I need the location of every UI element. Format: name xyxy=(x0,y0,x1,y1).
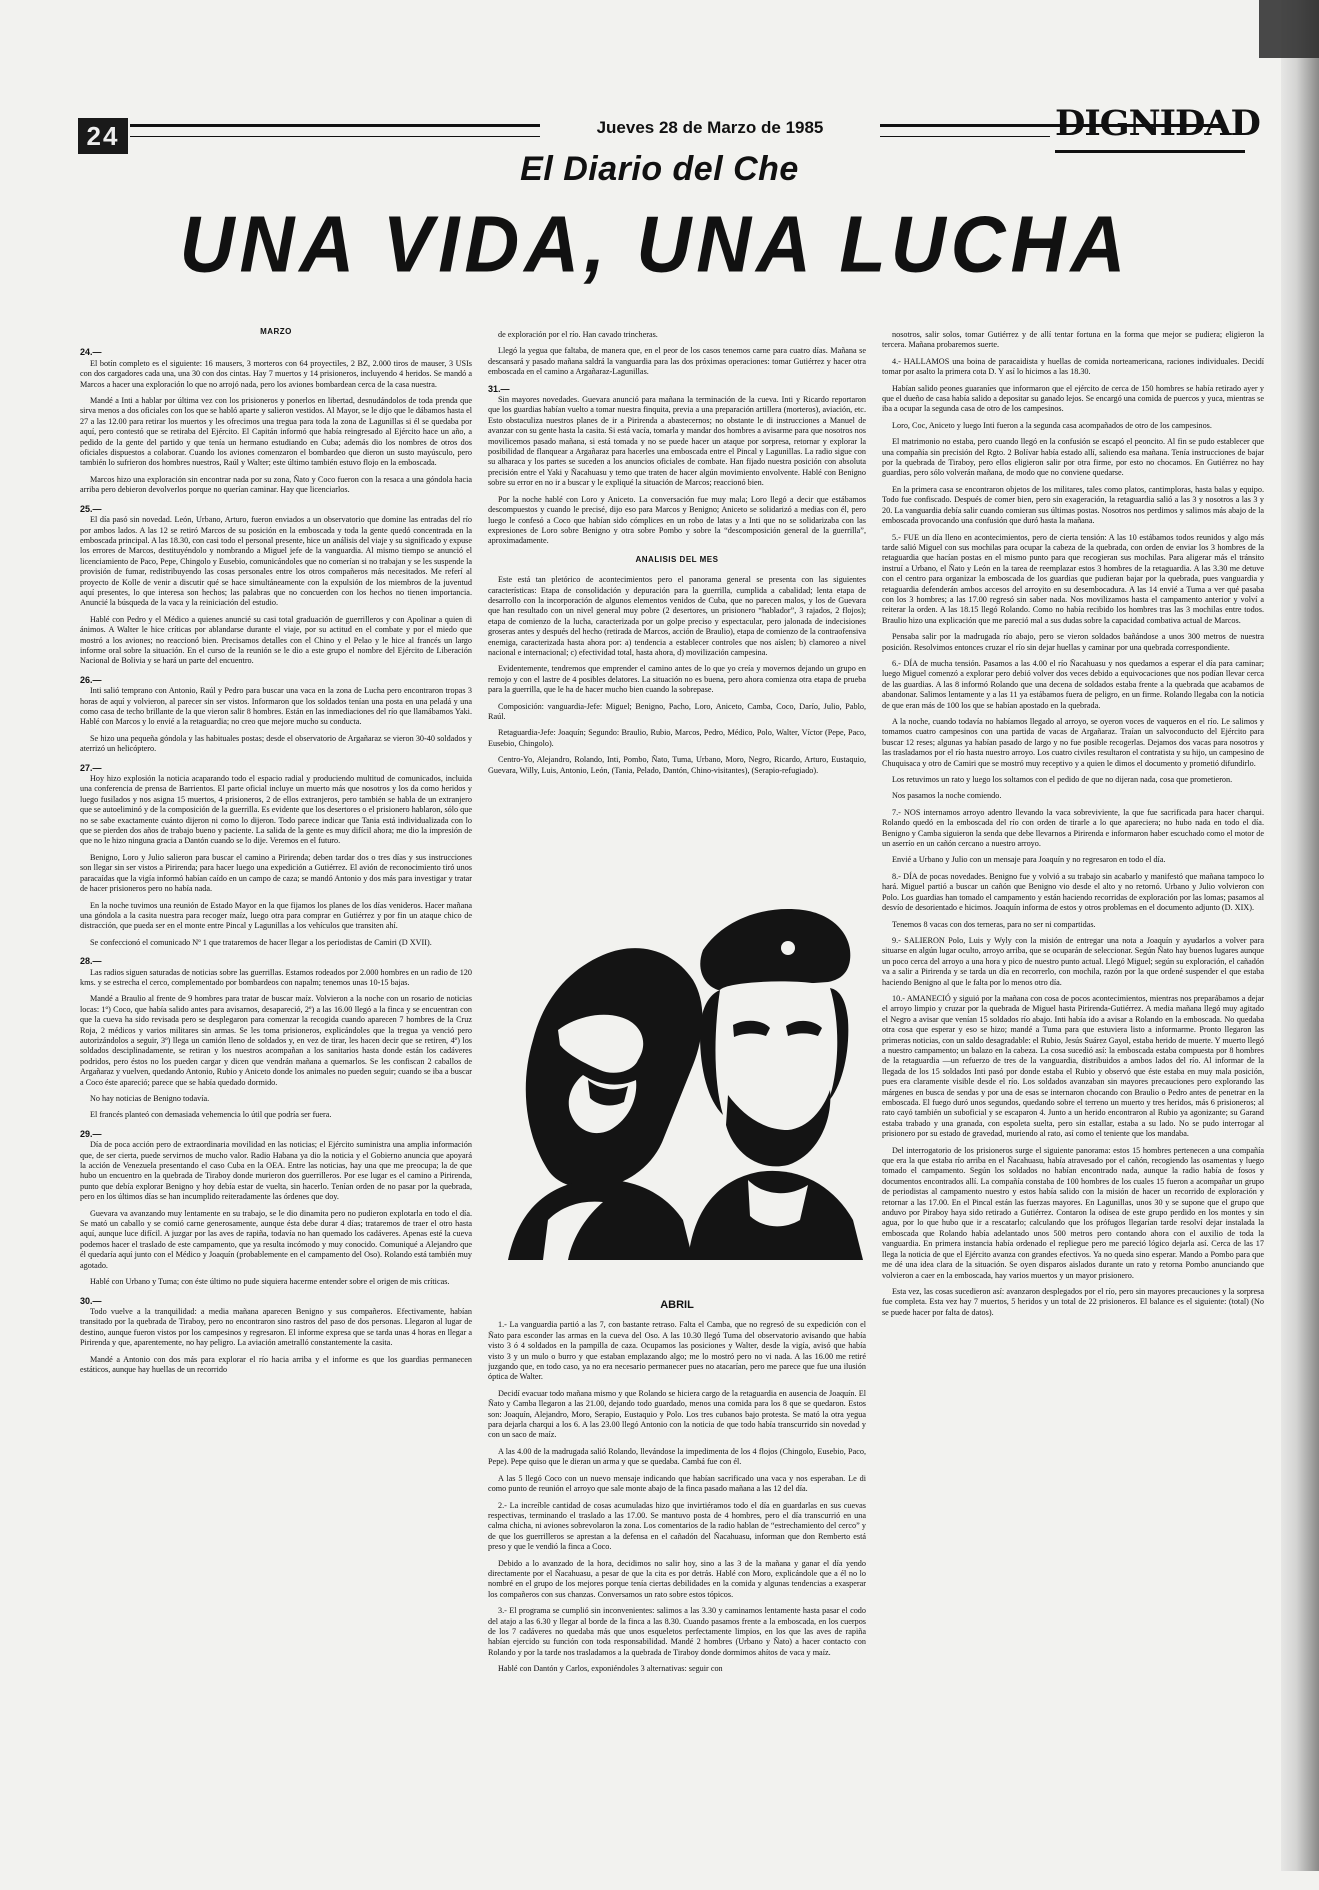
paragraph: 3.- El programa se cumplió sin inconvenientes: salimos a las 3.30 y caminamos lentamente hasta pasar el codo del atajo a las 6.30 y llegar al borde de la finca a las 8.30. Cuando pasamos frente a la emboscada, en los cuerpos de los 7 cadáveres no quedaba más que unos esqueletos perfectamente limpios, en los que las aves de rapiña habían ejercido su función con toda responsabilidad. Mandé 2 hombres (Urbano y Ñato) a hacer contacto con Rolando y por la tarde nos trasladamos a la quebrada de Tiraboy donde dormimos ahítos de vaca y maíz. xyxy=(488,1606,866,1657)
diary-entry xyxy=(80,504,472,667)
paragraph: nosotros, salir solos, tomar Gutiérrez y de allí tentar fortuna en la forma que mejor se pudiera; eligieron la tercera. Mañana probaremos suerte. xyxy=(882,330,1264,350)
paragraph: Benigno, Loro y Julio salieron para buscar el camino a Pirirenda; deben tardar dos o tres días y sus instrucciones son llegar sin ser vistos a Pirirenda; para hacer luego una expedición a Gutiérrez. El avión de reconocimiento tiró unos paracaídas que la vigía informó habían caído en un campo de caza; se mandó Antonio y dos más para investigar y tratar de hacer prisioneros pero no había nada. xyxy=(80,852,472,894)
paragraph: 7.- NOS internamos arroyo adentro llevando la vaca sobreviviente, la que fue sacrificada para hacer charqui. Rolando quedó en la emboscada del río con orden de tirarle a lo que apareciera; no hubo nada en todo el día. Benigno y Camba siguieron la senda que debe llevarnos a Pirirenda e informaron haber escuchado como el motor de un aserrío en un cañón cercano a nuestro arroyo. xyxy=(882,807,1264,849)
left-portrait xyxy=(508,948,702,1260)
paragraph: Pensaba salir por la madrugada río abajo, pero se vieron soldados bañándose a unos 300 metros de nuestra posición. Resolvimos entonces cruzar el río sin dejar huellas y caminar por una quebrada correspondiente. xyxy=(882,632,1264,652)
paragraph: 4.- HALLAMOS una boina de paracaidista y huellas de comida norteamericana, raciones individuales. Decidí tomar por asalto la primera cota D. Y así lo hicimos a las 18.30. xyxy=(882,356,1264,377)
paragraph: Este está tan pletórico de acontecimientos pero el panorama general se presenta con las siguientes características: Etapa de consolidación y depuración para la guerrilla, cumplida a cabalidad; lenta etapa de desarrollo con la incorporación de algunos elementos venidos de Cuba, que no parecen malos, y los de Guevara que han resultado con un nivel general muy pobre (2 desertores, un prisionero “hablador”, 3 rajados, 2 flojos); etapa de comienzo de la lucha, caracterizada por un golpe preciso y espectacular, pero jalonada de indecisiones groseras antes y después del hecho (retirada de Marcos, acción de Braulio), etapa de comienzo de la contraofensiva enemiga, caracterizada hasta ahora por: a) tendencia a establecer controles que nos aíslen; b) clamoreo a nivel nacional e internacional; c) efectividad total, hasta ahora, d) movilización campesina. xyxy=(488,575,866,657)
paragraph: Debido a lo avanzado de la hora, decidimos no salir hoy, sino a las 3 de la mañana y ganar el día yendo directamente por el Ñacahuasu, a pesar de que la cita es por detrás. Hablé con Moro, explicándole que a él no lo nombré en el grupo de los mejores porque tenía ciertas debilidades en la comida y algunas tendencias a exasperar los compañeros con sus chanzas. Conversamos un rato sobre estos tópicos. xyxy=(488,1558,866,1599)
paragraph: Decidí evacuar todo mañana mismo y que Rolando se hiciera cargo de la retaguardia en ausencia de Joaquín. El Ñato y Camba llegaron a las 21.00, dejando todo guardado, menos una comida para los 8 que se quedaron. Estos son: Joaquín, Alejandro, Moro, Serapio, Eustaquio y Polo. Los tres cubanos bajo protesta. Se mató la otra yegua para dejarla charqui a los 6. A las 23.00 llegó Antonio con la noticia de que todo había transcurrido sin novedad y con un saco de maíz. xyxy=(488,1388,866,1440)
paragraph: A la noche, cuando todavía no habíamos llegado al arroyo, se oyeron voces de vaqueros en el río. Le salimos y tomamos cuatro campesinos con una partida de vacas de Argañaraz. Traían un salvoconducto del Ejército para buscar 12 reses; algunas ya habían pasado de largo y no fue posible recogerlas. Dejamos dos vacas para nosotros y las trasladamos por el río hasta nuestro arroyo. Los cuatro civiles resultaron el contratista y su hijo, un campesino de Chuquisaca y otro de Camiri que se mostró muy receptivo y a quien le dimos el documento y prometió difundirlo. xyxy=(882,717,1264,768)
paragraph: 2.- La increíble cantidad de cosas acumuladas hizo que invirtiéramos todo el día en guardarlas en sus cuevas respectivas, terminando el traslado a las 17.00. Se mantuvo posta de 4 hombres, pero el día transcurrió en una calma chicha, ni aviones sobrevolaron la zona. Los comentarios de la radio hablan de “estrechamiento del cerco” y de que los guerrilleros se aprestan a la defensa en el cañadón del Ñacahuasu, informan que don Remberto está preso y que le vendió la finca a Coco. xyxy=(488,1500,866,1552)
diary-entry xyxy=(80,1129,472,1288)
scan-edge-shadow xyxy=(1281,0,1319,1871)
column-abril xyxy=(488,1300,866,1845)
paragraph: Del interrogatorio de los prisioneros surge el siguiente panorama: estos 15 hombres pertenecen a una compañía que era la que estaba río arriba en el Ñacahuasu, había atravesado por el cañón, recogiendo las osamentas y luego tomado el campamento. Según los soldados no habían encontrado nada, aunque la radio había de fosos y documentos encontrados allí. La compañía constaba de 100 hombres de los cuales 15 fueron a acompañar un grupo de periodistas al campamento nuestro y estos había salido con la misión de hacer un recorrido de exploración y retornar a las 17.00. En el Pincal están las fuerzas mayores. En Lagunillas, unos 30 y se supone que el grupo que anduvo por Piraboy haya sido retirado a Gutiérrez. Contaron la odisea de este grupo perdido en los montes y sin agua, por lo que hubo que ir a rescatarlo; calculando que los prófugos llegarían tarde resolví dejar instalada la emboscada que Rolando había adelantado unos 500 metros pero contando ahora con el auxilio de toda la vanguardia. En primera instancia había ordenado el repliegue pero me pareció lógico dejarla así. Cerca de las 17 llega la noticia de que el Ejército avanza con grandes efectivos. Ya no queda sino esperar. Mando a Pombo para que me dé una idea clara de la situación. Se oyen disparos aislados durante un rato y retorna Pombo anunciando que volvieron a caer en la emboscada, hay varios muertos y un mayor prisionero. xyxy=(882,1145,1264,1280)
column-right xyxy=(882,330,1264,1890)
paragraph: Centro-Yo, Alejandro, Rolando, Inti, Pombo, Ñato, Tuma, Urbano, Moro, Negro, Ricardo, Arturo, Eustaquio, Guevara, Willy, Luis, Antonio, León, (Tania, Pelado, Dantón, Chino-visitantes), (Serapio-refugiado). xyxy=(488,755,866,775)
diary-entry xyxy=(80,763,472,949)
analysis-body xyxy=(488,575,866,776)
paragraph: El botín completo es el siguiente: 16 mausers, 3 morteros con 64 proyectiles, 2 BZ, 2.000 tiros de mauser, 3 USIs con dos cargadores cada una, una 30 con dos cintas. Hay 7 muertos y 14 prisioneros, incluyendo 4 heridos. Se mandó a Marcos a hacer una exploración lo que no arrojó nada, pero los aviones bombardean cerca de la casa nuestra. xyxy=(80,358,472,389)
scan-corner-shadow xyxy=(1259,0,1319,58)
headline: UNA VIDA, UNA LUCHA xyxy=(179,199,1131,290)
paragraph: Sin mayores novedades. Guevara anunció para mañana la terminación de la cueva. Inti y Ricardo reportaron que los guardias habían vuelto a tomar nuestra finquita, previa a una preparación artillera (morteros), aviación, etc. Esto obstaculiza nuestros planes de ir a Pirirenda a abastecernos; no obstante le di instrucciones a Manuel de avanzar con su gente hasta la casita. Si está vacía, tomarla y mandar dos hombres a avisarme para que nosotros nos movilicemos pasado mañana, si está tomada y no se puede hacer un ataque por sorpresa, retornar y explorar la posibilidad de flanquear a Argañaraz para hacerles una emboscada entre el Pincal y Lagunillas. La radio sigue con su alharaca y los partes se suceden a los anuncios oficiales de combate. Han fijado nuestra posición con absoluta precisión entre el Yaki y Ñacahuasu y temo que traten de hacer algún movimiento envolvente. Hablé con Benigno sobre su error en no ir a buscar y le expliqué la situación de Marcos; reaccionó bien. xyxy=(488,395,866,488)
paragraph: Llegó la yegua que faltaba, de manera que, en el peor de los casos tenemos carne para cuatro días. Mañana se descansará y pasado mañana saldrá la vanguardia para las dos próximas operaciones: tomar Gutiérrez y hacer otra emboscada en el camino a Argañaraz-Lagunillas. xyxy=(488,346,866,377)
paragraph: No hay noticias de Benigno todavía. xyxy=(90,1094,210,1103)
section-label-marzo: MARZO xyxy=(260,327,292,336)
entry-day: 27.— xyxy=(80,762,102,773)
paragraph: Las radios siguen saturadas de noticias sobre las guerrillas. Estamos rodeados por 2.000 hombres en un radio de 120 kms. y se estrecha el cerco, complementado por bombardeos con napalm; tenemos unas 10-15 bajas. xyxy=(80,967,472,987)
paragraph: Evidentemente, tendremos que emprender el camino antes de lo que yo creía y movernos dejando un grupo en remojo y con el lastre de 4 posibles delatores. La situación no es buena, pero ahora comienza otra etapa de prueba para la guerrilla, que le ha de hacer mucho bien cuando la sobrepase. xyxy=(488,664,866,695)
paragraph: de exploración por el río. Han cavado trincheras. xyxy=(498,330,658,339)
diary-entry xyxy=(80,1296,472,1376)
paragraph: Inti salió temprano con Antonio, Raúl y Pedro para buscar una vaca en la zona de Lucha pero encontraron tropas 3 horas de aquí y volvieron, al parecer sin ser vistos. Informaron que los soldados tenían una posta en una peladá y una como casa de techo brillante de la que vieron salir 8 hombres. Están en las inmediaciones del río que llamábamos Yaki. Hablé con Marcos y lo envié a la retaguardia; no creo que mejore mucho su conducta. xyxy=(80,686,472,727)
right-portrait xyxy=(688,909,863,1260)
entry-day: 26.— xyxy=(80,674,102,685)
entry-day: 30.— xyxy=(80,1295,102,1306)
entry-31-body xyxy=(488,395,866,547)
entry-day: 24.— xyxy=(80,347,102,358)
entry-day: 28.— xyxy=(80,956,102,967)
paragraph: Hablé con Dantón y Carlos, exponiéndoles 3 alternativas: seguir con xyxy=(498,1664,723,1674)
paragraph: Habían salido peones guaraníes que informaron que el ejército de cerca de 150 hombres se había retirado ayer y que el dueño de casa había salido a depositar su ganado lejos. Se encargó una comida de puercos y yuca, mientras se iba a ocupar la segunda casa de otro de los campesinos. xyxy=(882,383,1264,414)
paragraph: Mandé a Antonio con dos más para explorar el río hacia arriba y el informe es que los guardias permanecen estáticos, aunque hay huellas de un recorrido xyxy=(80,1354,472,1374)
paragraph: Composición: vanguardia-Jefe: Miguel; Benigno, Pacho, Loro, Aniceto, Camba, Coco, Darío, Julio, Pablo, Raúl. xyxy=(488,701,866,721)
portrait-illustration-svg xyxy=(488,840,868,1260)
section-label-abril: ABRIL xyxy=(660,1300,694,1311)
paragraph: Día de poca acción pero de extraordinaria movilidad en las noticias; el Ejército suministra una amplia información que, de ser cierta, puede servirnos de mucho valor. Radio Habana ya dio la noticia y el Gobierno anuncia que apoyará la acción de Venezuela presentando el caso Cuba en la OEA. Entre las noticias, hay una que me preocupa; la de que hubo un encuentro en la quebrada de Tiraboy donde murieron dos guerrilleros. Por ese lugar es el camino a Pirirenda, punto que debía explorar Benigno y hoy debía estar de vuelta, sin hacerlo. Tenían orden de no pasar por la quebrada, pero en los últimos días se han incumplido reiteradamente las órdenes que doy. xyxy=(80,1140,472,1202)
right-column-body xyxy=(882,330,1264,1318)
page-number: 24 xyxy=(78,118,128,154)
column-middle-top xyxy=(488,330,866,820)
paragraph: A las 4.00 de la madrugada salió Rolando, llevándose la impedimenta de los 4 flojos (Chingolo, Eusebio, Paco, Pepe). Pepe quiso que le dieran un arma y que se quedaba. Cambá fue con él. xyxy=(488,1446,866,1467)
entry-day: 25.— xyxy=(80,503,102,514)
issue-date: Jueves 28 de Marzo de 1985 xyxy=(540,118,880,138)
paragraph: Marcos hizo una exploración sin encontrar nada por su zona, Ñato y Coco fueron con la resaca a una góndola hacia arriba pero debieron devolverlos porque no querían caminar. Hay que licenciarlos. xyxy=(80,474,472,495)
diary-entry xyxy=(80,347,472,495)
diary-entry xyxy=(80,675,472,755)
paragraph: 1.- La vanguardia partió a las 7, con bastante retraso. Falta el Camba, que no regresó de su expedición con el Ñato para esconder las armas en la cueva del Oso. A las 10.30 llegó Tuma del observatorio avisando que había visto 3 ó 4 soldados en la pampilla de caza. Ocupamos las posiciones y Walter, desde la vigía, avisó que había visto 3 y un mulo o burro y que estaban emplazando algo; me lo mostró pero no vi nada. A las 16.00 me retiré juzgando que, en todo caso, ya no era necesario permanecer pues no atacarían, pero me parece que fue una ilusión óptica de Walter. xyxy=(488,1320,866,1382)
paragraph: Mandé a Inti a hablar por última vez con los prisioneros y ponerlos en libertad, desnudándolos de toda prenda que sirva menos a dos oficiales con los que se habló aparte y salieron vestidos. Al Mayor, se le dijo que le dábamos hasta el 27 a las 12.00 para retirar los muertos y les ofrecimos una tregua para toda la zona de Lagunillas si él se quedaba por aquí, pero contestó que se retiraba del Ejército. El Capitán informó que había reingresado al Ejército hace un año, a pedido de la gente del partido y que tenía un hermano estudiando en Cuba; además dio los nombres de otros dos oficiales dispuestos a colaborar. Cuando los aviones comenzaron el bombardeo que dieron un susto mayúsculo, pero también lo sufrieron dos hombres nuestros, Raúl y Walter; este último también estuvo flojo en la emboscada. xyxy=(80,396,472,468)
kicker-title: El Diario del Che xyxy=(520,150,799,188)
paragraph: Guevara va avanzando muy lentamente en su trabajo, se le dio dinamita pero no pudieron explotarla en todo el día. Se mató un caballo y se comió carne generosamente, aunque ésta debe durar 4 días; trataremos de traer el otro hasta aquí, aunque luce difícil. A juzgar por las aves de rapiña, todavía no han quemado los cadáveres. Apenas esté la cueva podemos hacer el traslado de este campamento, que ya resulta incómodo y muy conocido. Comuniqué a Alejandro que él quedaría aquí junto con el Médico y Joaquín (probablemente en el campamento del Oso). Rolando está también muy agotado. xyxy=(80,1208,472,1270)
paragraph: Por la noche hablé con Loro y Aniceto. La conversación fue muy mala; Loro llegó a decir que estábamos descompuestos y cuando le precisé, dijo eso para Marcos y Benigno; Aniceto se solidarizó a medias con él, pero luego le confesó a Coco que habían sido cómplices en un robo de latas y a Inti que no se solidarizaba con las expresiones de Loro sobre Benigno y otra sobre Pombo y sobre la “descomposición general de la guerrilla”, aproximadamente. xyxy=(488,494,866,546)
paragraph: Hablé con Pedro y el Médico a quienes anuncié su casi total graduación de guerrilleros y con Apolinar a quien di ánimos. A Walter le hice críticas por ablandarse durante el viaje, por su actitud en el combate y por el miedo que mostró a los aviones; no reaccionó bien. Precisamos detalles con el Chino y el Pelao y le hice al francés un largo informe oral sobre la situación. En el curso de la reunión se le dio a este grupo el nombre del Ejército de Liberación Nacional de Bolivia y se hará un parte del encuentro. xyxy=(80,614,472,666)
paragraph: 9.- SALIERON Polo, Luis y Wyly con la misión de entregar una nota a Joaquín y ayudarlos a volver para situarse en algún lugar oculto, arroyo arriba, que se ocuparán de seleccionar. Según Ñato hay buenos lugares aunque un poco cerca del arroyo a una hora y pico de nuestro punto actual. Llegó Miguel; según su exploración, el cañadón va a salir a Pirirenda y se tarda un día en recorrerlo, con mochila, razón por la que ordené suspender el que estaba haciendo Benigno al que le falta por lo menos otro día. xyxy=(882,935,1264,987)
paragraph: El día pasó sin novedad. León, Urbano, Arturo, fueron enviados a un observatorio que domine las entradas del río por ambos lados. A las 12 se retiró Marcos de su posición en la emboscada y toda la gente quedó concentrada en la emboscada principal. A las 18.30, con casi todo el personal presente, hice un análisis del viaje y su significado y expuse los errores de Marcos, destituyéndolo y nombrando a Miguel jefe de la vanguardia. Al mismo tiempo se anunció el licenciamiento de Paco, Pepe, Chingolo y Eusebio, comunicándoles que no comerían si no trabajan y se les suspende la provisión de fumar, redistribuyendo las cosas personales entre los otros compañeros más necesitados. Me referí al proyecto de Kolle de venir a discutir qué se hace simultáneamente con la expulsión de los miembros de la juventud aquí presentes, lo que interesa son hechos; las palabras que no concuerden con los hechos no tienen importancia. Anuncié la búsqueda de la vaca y la reiniciación del estudio. xyxy=(80,515,472,608)
che-portraits-illustration xyxy=(488,840,868,1260)
column-marzo xyxy=(80,325,472,1855)
abril-entries xyxy=(488,1320,866,1674)
paragraph: A las 5 llegó Coco con un nuevo mensaje indicando que habían sacrificado una vaca y nos esperaban. Le di como punto de reunión el arroyo que sale monte abajo de la finca pasado mañana a las 12 del día. xyxy=(488,1473,866,1494)
marzo-entries xyxy=(80,347,472,1375)
paragraph: Hablé con Urbano y Tuma; con éste último no pude siquiera hacerme entender sobre el origen de mis críticas. xyxy=(90,1277,450,1287)
masthead-logo: DIGNIDAD xyxy=(1055,100,1245,153)
paragraph: Se confeccionó el comunicado Nº 1 que trataremos de hacer llegar a los periodistas de Camiri (D XVII). xyxy=(90,937,432,947)
paragraph: 5.- FUE un día lleno en acontecimientos, pero de cierta tensión: A las 10 estábamos todos reunidos y algo más tarde salió Miguel con sus mochilas para ocupar la cabeza de la quebrada, con orden de enviar los 3 hombres de la retaguardia que hacían postas en el mismo punto para que recogieran sus mochilas. Para aligerar más el tránsito instruí a Urbano, el Ñato y León en la tarea de reemplazar estos 3 hombres de la retaguardia. A las 3.30 me detuve con el centro para organizar la emboscada de los guardias que pudieran bajar por la quebrada, pues vanguardia y retaguardia defenderán ambos accesos del arroyito en su desembocadura. A las 14 envié a Tuma a ver qué pasaba con los 3 hombres; a las 17.00 regresó sin saber nada. Nos movilizamos hasta el campamento anterior y volví a reiterar la orden. A las 18.15 llegó Rolando. Como no había recibido los hombres tras las 3 mochilas entre todos. Braulio hizo una explicación que me pareció mal a sus dudas sobre la capacidad combativa actual de Marcos. xyxy=(882,532,1264,625)
beret-star-icon xyxy=(781,941,795,955)
paragraph: Loro, Coc, Aniceto y luego Inti fueron a la segunda casa acompañados de otro de los campesinos. xyxy=(892,420,1212,430)
paragraph: 6.- DÍA de mucha tensión. Pasamos a las 4.00 el río Ñacahuasu y nos quedamos a esperar el día para caminar; luego Miguel comenzó a explorar pero debió volver dos veces debido a equivocaciones que nos podían llevar cerca de las guardias. A las 8 informó Rolando que una decena de soldados estaba frente a la quebrada que acabamos de abandonar. Salimos lentamente y a las 11 ya estábamos fuera de peligro, en un firme. Rolando llegaba con la noticia de que eran más de 100 los que se habían apostado en la quebrada. xyxy=(882,658,1264,710)
paragraph: Mandé a Braulio al frente de 9 hombres para tratar de buscar maíz. Volvieron a la noche con un rosario de noticias locas: 1º) Coco, que había salido antes para avisarnos, desapareció, 2º) a las 16.00 llegó a la finca y se encuentran con que la cueva ha sido revisada pero se desplegaron para comenzar la recogida cuando aparecen 7 hombres de la Cruz Roja, 2 médicos y varios militares sin armas. Se les toma prisioneros, explicándoles que la tregua ya venció pero autorizándolos a seguir, 3º) llega un camión lleno de soldados y, en vez de tirar, les hacen decir que se retiren, 4º) los soldados desciplinadamente, se retiran y los nuestros acompañan a los sanitarios hasta donde están los cadáveres podridos, pero éstos no los pueden cargar y dicen que vendrán mañana a quemarlos. Se les confiscan 2 caballos de Argañaraz y vuelven, quedando Antonio, Rubio y Aniceto donde los animales no pueden seguir; cuando se iba a buscar a Coco éste apareció; parece que se había quedado dormido. xyxy=(80,994,472,1087)
entry-day: 31.— xyxy=(488,383,510,394)
paragraph: El matrimonio no estaba, pero cuando llegó en la confusión se escapó el peoncito. Al fin se pudo establecer que una compañía sin precisión del Rgto. 2 Bolívar había estado allí, saliendo esa mañana. Tenía instrucciones de bajar por la quebrada de Tiraboy, pero ellos eligieron salir por otra firme, por esto no chocamos. En Gutiérrez no hay guardias, pero sólo volverán mañana, de modo que no conviene quedarse. xyxy=(882,437,1264,478)
paragraph: Esta vez, las cosas sucedieron así: avanzaron desplegados por el río, pero sin mayores precauciones y la sorpresa fue completa. Esta vez hay 7 muertos, 5 heridos y un total de 22 prisioneros. El balance es el siguiente: (total) (No se puede hacer por falta de datos). xyxy=(882,1286,1264,1317)
paragraph: 10.- AMANECIÓ y siguió por la mañana con cosa de pocos acontecimientos, mientras nos preparábamos a dejar el arroyo limpio y cruzar por la quebrada de Miguel hasta Pirirenda-Gutiérrez. A media mañana llegó muy agitado el Negro a avisar que venían 15 soldados río abajo. Inti había ido a avisar a Rolando en la emboscada. No quedaba otra cosa que esperar y eso se hizo; mandé a Tuma para que estuviera listo a informarme. Pronto llegaron las primeras noticias, con un saldo desagradable: el Rubio, Jesús Suárez Gayol, estaba herido de muerte. Y muerto llegó a nuestro campamento; un balazo en la cabeza. La cosa sucedió así: la emboscada estaba compuesta por 8 hombres de la retaguardia —un refuerzo de tres de la vanguardia, distribuidos a ambos lados del río. Al informar de la llegada de los 15 soldados Inti pasó por donde estaba el Rubio y observó que éste estaba en muy mala posición, pues era claramente visible desde el río. Los soldados avanzaban sin mayores precauciones pero explorando las márgenes en busca de sendas y por una de esas se internaron chocando con Braulio o Pedro antes de penetrar en la emboscada. El fuego duró unos segundos, quedando sobre el terreno un muerto y tres heridos, más 6 prisioneros; al rato cayó también un suboficial y se escaparon 4. Junto a un herido encontraron al Rubio ya agonizante; su Garand estaba trabado y una granada, con espoleta suelta, pero sin estallar, estaba a su lado. No se pudo interrogar al prisionero por su estado de gravedad, muriendo al rato, así como el teniente que los mandaba. xyxy=(882,993,1264,1139)
middle-continuation xyxy=(488,330,866,378)
paragraph: Los retuvimos un rato y luego los soltamos con el pedido de que no dijeran nada, cosa que prometieron. xyxy=(892,775,1233,785)
paragraph: 8.- DÍA de pocas novedades. Benigno fue y volvió a su trabajo sin acabarlo y manifestó que mañana tampoco lo hará. Miguel partió a buscar un cañón que Benigno vio desde el alto y no retornó. Urbano y Julio volvieron con Polo. Los guardias han tomado el campamento y están haciendo recorridas de exploración por las lomas; pasamos al desvío de desorientado e hicimos. Joaquín informa de estos y otros problemas en el documento adjunto (D. XIX). xyxy=(882,871,1264,913)
paragraph: En la primera casa se encontraron objetos de los militares, tales como platos, cantimploras, hasta balas y equipo. Todo fue confiscado. Después de comer bien, pero sin exageración, la retaguardia salió a las 3 y nosotros a las 3 y 20. La vanguardia debía salir cuando comieran sus últimas postas. Nosotros nos perdimos y salimos más abajo de la emboscada provocando una confusión que duró hasta la mañana. xyxy=(882,484,1264,526)
paragraph: Envié a Urbano y Julio con un mensaje para Joaquín y no regresaron en todo el día. xyxy=(892,855,1166,865)
paragraph: Se hizo una pequeña góndola y las habituales postas; desde el observatorio de Argañaraz se vieron 30-40 soldados y aterrizó un helicóptero. xyxy=(80,733,472,754)
paragraph: En la noche tuvimos una reunión de Estado Mayor en la que fijamos los planes de los días venideros. Hacer mañana una góndola a la casita nuestra para recoger maíz, luego otra para comprar en Gutiérrez y por fin un ataque chico de distracción, que pueda ser en el monte entre Pincal y Lagunillas a los vehículos que transiten ahí. xyxy=(80,900,472,931)
section-label-analisis: ANALISIS DEL MES xyxy=(635,554,719,564)
diary-entry xyxy=(80,956,472,1121)
paragraph: Hoy hizo explosión la noticia acaparando todo el espacio radial y produciendo multitud de comunicados, incluida una conferencia de prensa de Barrientos. El parte oficial incluye un muerto más que nosotros y los da como heridos y luego fusilados y nos asigna 15 muertos, 4 prisioneros, 2 de ellos extranjeros, pero también se habla de un extranjero que se autoeliminó y de la composición de la guerrilla. Es evidente que los desertores o el prisionero hablaron, sólo que no se sabe exactamente cuánto dijeron ni como lo dijeron. Todo parece indicar que Tania está individualizada con lo que se pierden dos años de trabajo bueno y paciente. La salida de la gente es muy difícil ahora; me dio la impresión de que no le hizo ninguna gracia a Dantón cuando se lo dije. Veremos en el futuro. xyxy=(80,774,472,846)
paragraph: Todo vuelve a la tranquilidad: a media mañana aparecen Benigno y sus compañeros. Efectivamente, habían transitado por la quebrada de Tiraboy, pero no encontraron sino rastros del paso de dos personas. Llegaron al lugar de destino, aunque fueron vistos por los campesinos y regresaron. El informe expresa que se tarda unas 4 horas en llegar a Pirirenda y que, aparentemente, no hay peligro. La aviación ametralló constantemente la casita. xyxy=(80,1306,472,1348)
entry-day: 29.— xyxy=(80,1128,102,1139)
paragraph: Nos pasamos la noche comiendo. xyxy=(892,791,1002,801)
entry-31 xyxy=(488,384,866,547)
paragraph: Retaguardia-Jefe: Joaquín; Segundo: Braulio, Rubio, Marcos, Pedro, Médico, Polo, Walter, Víctor (Pepe, Paco, Eusebio, Chingolo). xyxy=(488,728,866,748)
paragraph: Tenemos 8 vacas con dos terneras, para no ser ni compartidas. xyxy=(892,919,1096,929)
paragraph: El francés planteó con demasiada vehemencia lo útil que podría ser fuera. xyxy=(90,1110,332,1120)
